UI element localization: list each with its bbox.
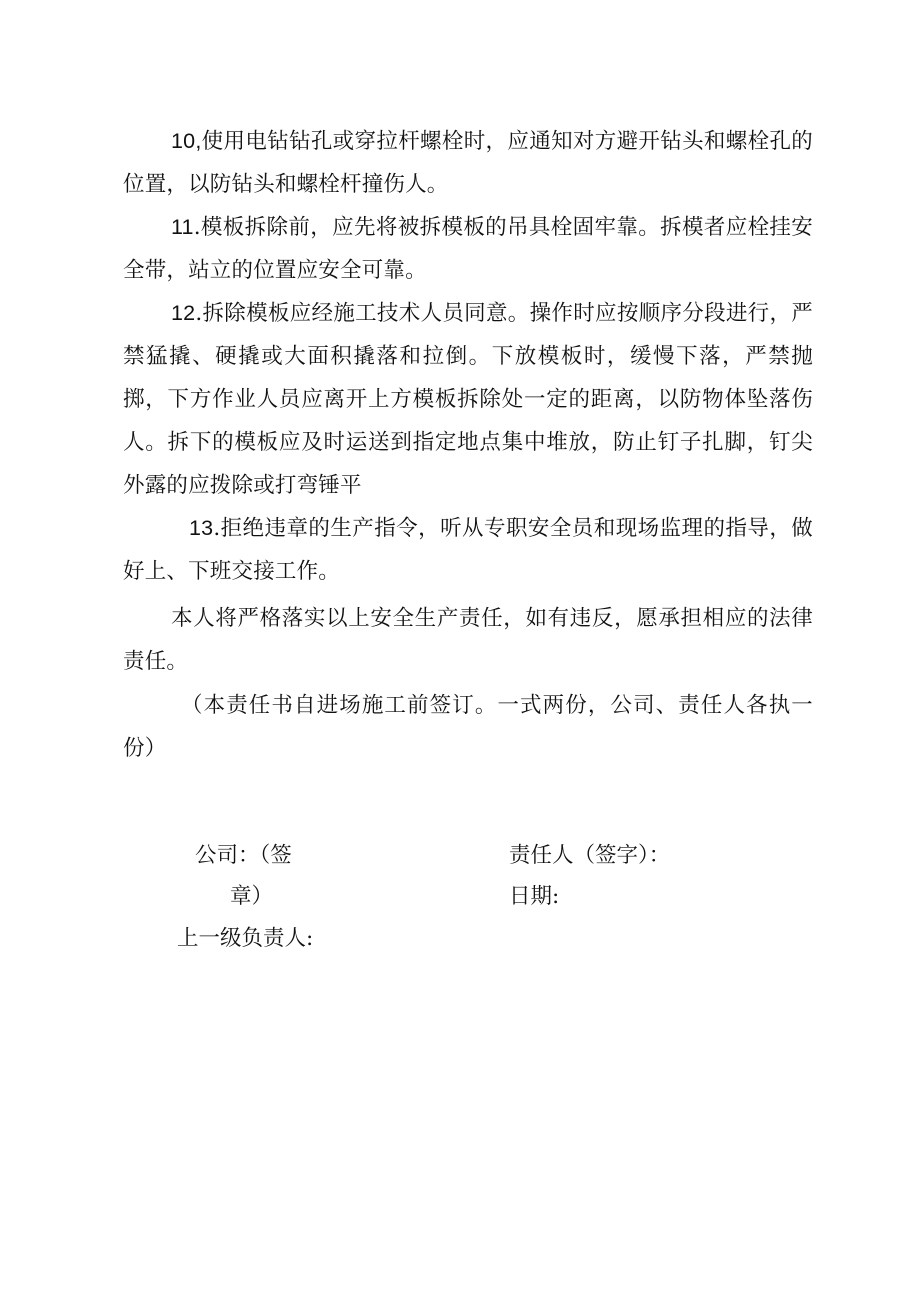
note-paragraph: （本责任书自进场施工前签订。一式两份，公司、责任人各执一份） — [123, 693, 813, 761]
superior-responsible-label: 上一级负责人: — [177, 926, 314, 951]
responsible-person-signature-label: 责任人（签字）： — [509, 843, 671, 868]
clause-text: .拒绝违章的生产指令，听从专职安全员和现场监理的指导，做好上、下班交接工作。 — [123, 516, 813, 584]
clause-13 — [123, 507, 813, 593]
commitment-statement: 本人将严格落实以上安全生产责任，如有违反，愿承担相应的法律责任。 — [123, 606, 813, 674]
clause-number: 13 — [189, 516, 214, 540]
clause-number: 12 — [171, 301, 196, 325]
date-label: 日期: — [509, 884, 560, 909]
clause-text: .模板拆除前，应先将被拆模板的吊具栓固牢靠。拆模者应栓挂安全带，站立的位置应安全可靠。 — [123, 215, 813, 283]
clause-number: 11 — [171, 215, 194, 239]
clause-text: 使用电钻钻孔或穿拉杆螺栓时，应通知对方避开钻头和螺栓孔的位置，以防钻头和螺栓杆撞伤人。 — [123, 129, 813, 197]
clause-12 — [123, 292, 813, 507]
clause-10 — [123, 120, 813, 206]
clause-number: 10, — [171, 129, 202, 153]
company-seal-label: 章） — [230, 884, 274, 909]
company-signature-label: 公司：（签 — [195, 843, 292, 868]
clause-11 — [123, 206, 813, 292]
clause-text: .拆除模板应经施工技术人员同意。操作时应按顺序分段进行，严禁猛撬、硬撬或大面积撬落和拉倒。下放模板时，缓慢下落，严禁抛掷，下方作业人员应离开上方模板拆除处一定的距离，以防物体坠落伤人。拆下的模板应及时运送到指定地点集中堆放，防止钉子扎脚，钉尖外露的应拨除或打弯锤平 — [123, 301, 813, 498]
